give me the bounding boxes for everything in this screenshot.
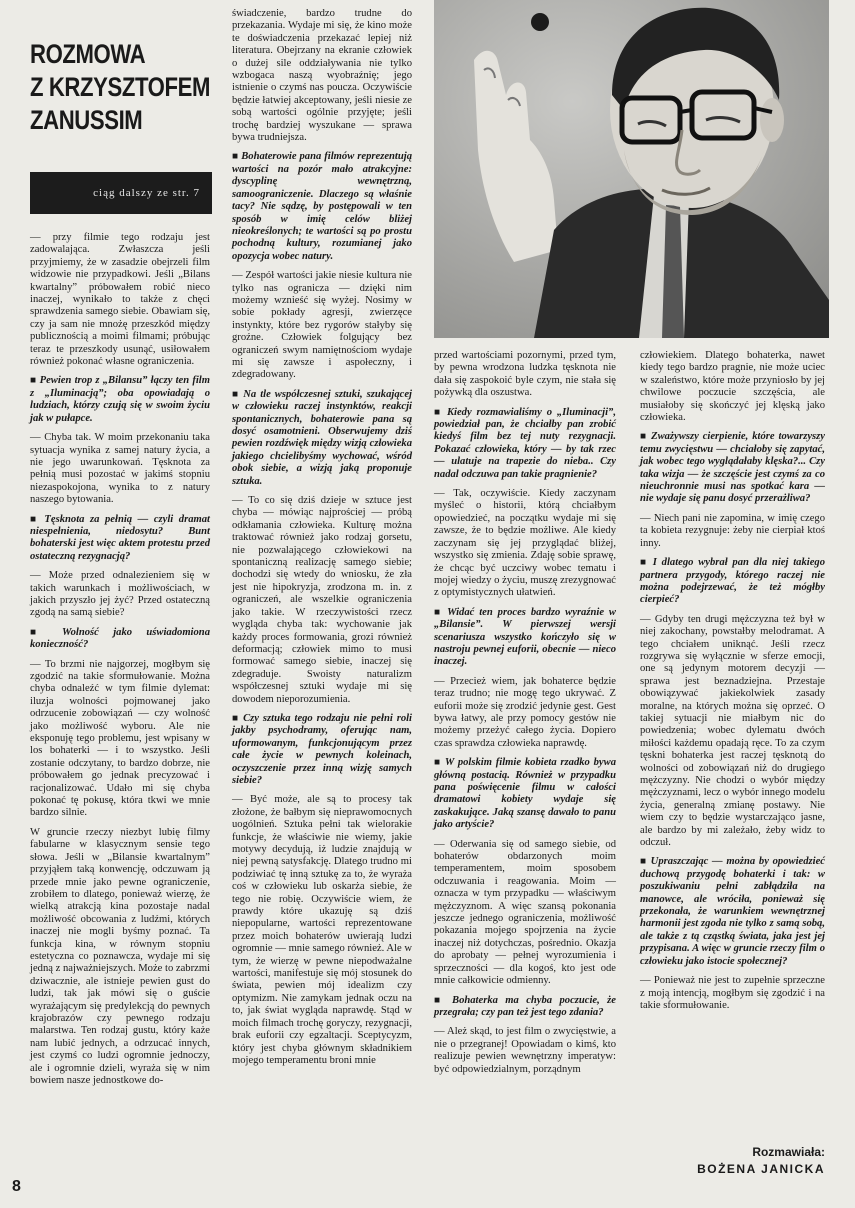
interview-question: ■ I dlatego wybrał pan dla niej takiego partnera przygody, którego raczej nie można podejrzewać, że też mógłby cierpieć? bbox=[640, 557, 825, 607]
page-number: 8 bbox=[12, 1178, 21, 1195]
interview-answer: — Chyba tak. W moim przekonaniu taka sytuacja wynika z samej natury życia, a nie jego uwarunkowań. Tęsknota za pełnią musi pozostać w jakimś stopniu niezaspokojona, wynika to z natury naszego bytowania. bbox=[30, 432, 210, 506]
interview-question: ■ Kiedy rozmawialiśmy o „Iluminacji”, powiedział pan, że chciałby pan zrobić kiedyś film bez tej nuty rezygnacji. Pokazać człowieka, który — by tak rzec — ulatuje na trapezie do nieba.. Czy nadal odczuwa pan takie pragnienie? bbox=[434, 407, 616, 481]
interview-answer: — Może przed odnalezieniem się w takich warunkach i możliwościach, w jakich przyszło jej żyć? Przed ostateczną zgodą na samą siebie? bbox=[30, 570, 210, 619]
author-credit bbox=[640, 1144, 825, 1178]
continued-banner bbox=[30, 172, 212, 214]
credit-label: Rozmawiała: bbox=[752, 1145, 825, 1159]
title-line: ROZMOWA bbox=[30, 39, 146, 69]
interview-question: ■ Bohaterka ma chyba poczucie, że przegrała; czy pan też jest tego zdania? bbox=[434, 995, 616, 1020]
interview-answer: — Zespół wartości jakie niesie kultura nie tylko nas ogranicza — dzięki nim możemy wznieść się wyżej. Nosimy w sobie pokłady agresji, zwierzęce instynkty, które bez rygorów stałyby się groźne. Człowiek folgujący bez ograniczeń swym namiętnościom wydaje mi się zawsze i aspołeczny, i zdegradowany. bbox=[232, 270, 412, 381]
portrait-photo bbox=[434, 0, 829, 338]
interview-answer: człowiekiem. Dlatego bohaterka, nawet kiedy tego bardzo pragnie, nie może uciec w szaleństwo, które może przyniosło by jej chwilowe poczucie szczęścia, ale musiałoby się skończyć jej klęską jako człowieka. bbox=[640, 350, 825, 424]
interview-question: ■ Bohaterowie pana filmów reprezentują wartości na pozór mało atrakcyjne: dyscyplinę wewnętrzną, samoograniczenie. Dlaczego są właśnie tacy? Nie sądzę, by postępowali w ten sposób w imię celów bliżej nieokreślonych; te wartości są po prostu pochodną kultury, rozumianej jako opozycja wobec natury. bbox=[232, 151, 412, 263]
title-line: Z KRZYSZTOFEM bbox=[30, 72, 210, 102]
interview-answer: przed wartościami pozornymi, przed tym, by pewna wrodzona ludzka tęsknota nie dała się zaspokoić byle czym, nie stała się pożywką dla oszustwa. bbox=[434, 350, 616, 399]
interview-answer: świadczenie, bardzo trudne do przekazania. Wydaje mi się, że kino może te doświadczenia przekazać lepiej niż literatura. Obejrzany na ekranie człowiek o dużej sile oddziaływania nie tylko wzbogaca naszą wyobraźnię; jego istnienie o czymś nas poucza. Oczywiście będzie łatwiej akceptowany, jeśli niesie ze sobą wartości ogólnie przyjęte; jeśli trochę bardziej wyszukane — sprawa bywa trudniejsza. bbox=[232, 8, 412, 144]
interview-answer: — Być może, ale są to procesy tak złożone, że bałbym się nieprawomocnych uogólnień. Sztuka pełni tak wielorakie funkcje, że właściwie nie wiemy, jakie motywy decydują, iż ludzie znajdują w niej pewną satysfakcję. Dlatego trudno mi podziwiać tę inną sztukę za to, że wyraża coś w człowieku lub oskarża siebie, że tego nie robię. Oczywiście wiem, że prawdy które ukazuję są dziś niepopularne, wartości reprezentowane przez moich bohaterów uwierają ludzi ogromnie — mnie samego również. Ale w tym, że wierzę w pewne niepodważalne wartości, manifestuje się mój stosunek do świata, pewien mój idealizm czy optymizm. Nie zamykam jednak oczu na to, jak świat wygląda naprawdę. Stąd w moich filmach trochę goryczy, rezygnacji, brak euforii czy egzaltacji. Sceptycyzm, który jest chyba głównym składnikiem mojego temperamentu broni mnie bbox=[232, 794, 412, 1066]
interview-question: ■ W polskim filmie kobieta rzadko bywa główną postacią. Również w przypadku pana poświęcenie filmu w całości dramatowi kobiety wydaje się zaskakujące. Jaką szansę dawało to panu jako artyście? bbox=[434, 757, 616, 831]
portrait-illustration bbox=[434, 0, 829, 338]
interview-answer: — przy filmie tego rodzaju jest zadowalająca. Zwłaszcza jeśli przyjmiemy, że w zasadzie obejrzeli film widzowie nie przypadkowi. Jeśli „Bilans kwartalny” próbowałem robić nieco inaczej, wynikało to także z chęci sprawdzenia samego siebie. Obawiam się, czy ja sam nie mnożę przeszkód między publicznością a moimi filmami; próbując teraz te przeszkody usunąć, usiłowałem również pokonać własne ograniczenia. bbox=[30, 232, 210, 368]
interview-question: ■ Zważywszy cierpienie, które towarzyszy temu zwycięstwu — chciałoby się zapytać, jak wobec tego wyglądałaby klęska?... Czy taka wizja — że szczęście jest czymś za co nieuchronnie musi nas spotkać kara — nie wydaje się panu dosyć przerażliwa? bbox=[640, 431, 825, 505]
interview-answer: — To brzmi nie najgorzej, mogłbym się zgodzić na takie sformułowanie. Można chyba odnaleźć w tym filmie dylemat: iluzja wolności pojmowanej jako odrzucenie zobowiązań — czy wolność jako możliwość wyboru. Ale nie eksponuję tego problemu, jest wpisany w los bohaterki — i to wszystko. Jeśli zostanie odczytany, to bardzo dobrze, nie próbowałem go jednak precyzować i racjonalizować. Udało mi się chyba pokonać tę pokusę, która tkwi we mnie bardzo silnie. bbox=[30, 658, 210, 819]
text-column-4 bbox=[640, 350, 825, 1019]
interview-answer: — Ponieważ nie jest to zupełnie sprzeczne z moją intencją, mogłbym się zgodzić i na takie sformułowanie. bbox=[640, 975, 825, 1011]
interview-answer: — Gdyby ten drugi mężczyzna też był w niej zakochany, powstałby melodramat. A tego chciałem uniknąć. Jeśli rzecz rozgrywa się wyłącznie w sferze emocji, one są jedynym motorem decyzji — sprawa jest beznadziejna. Przestaje obowiązywać jakiekolwiek zasady moralne, na których można się oprzeć. O takiej sytuacji nie miałbym nic do powiedzenia; wobec dylematu dwóch miłości każdemu opadają ręce. To za czym tęskni bohaterka jest raczej tęsknotą do wolności od zobowiązań niż do drugiego mężczyzny. Nie chodzi o wybór między mężczyznami, lecz o wybór innego modelu życia, generalną zmianę postawy. Nie wiem czy to będzie wystarczająco jasne, ale bardzo by mi zależało, żeby widz to odczuł. bbox=[640, 613, 825, 849]
interview-answer: — Przecież wiem, jak bohaterce będzie teraz trudno; nie mogę tego ukrywać. Z euforii może się zrodzić jedynie gest. Gest bywa łatwy, ale przy pomocy gestów nie możemy przeżyć całego życia. Dopiero czas sprawdza człowieka naprawdę. bbox=[434, 675, 616, 749]
interview-question: ■ Upraszczając — można by opowiedzieć duchową przygodę bohaterki i tak: w poszukiwaniu pełni zabłądziła na manowce, ale wróciła, ponieważ się przekonała, że warunkiem wewnętrznej harmonii jest zgoda nie tylko z samą sobą, ale także z tą cząstką świata, jaka jest jej przypisana. A więc w gruncie rzeczy film o człowieku jako istocie społecznej? bbox=[640, 856, 825, 968]
interview-answer: W gruncie rzeczy niezbyt lubię filmy fabularne w klasycznym sensie tego słowa. Jeśli w „Bilansie kwartalnym” przyjąłem taką konwencję, odczuwam ją przede mnie jako pewne ograniczenie, zrobiłem to dlatego, ponieważ wierzę, że wielką atrakcją kina pozostaje nadal możliwość obcowania z ludźmi, których inaczej nie mogli byśmy poznać. Ta funkcja kina, w równym stopniu estetyczna co poznawcza, wydaje mi się jedną z najważniejszych. Może to zabrzmi dziwacznie, ale istnieje pewien gust do ludzi, tak jak mówi się o guście wyrażającym się predylekcją do pewnych krajobrazów czy pewnego rodzaju malarstwa. Ten rodzaj gustu, który każe nam lubić jednych, a odrzucać innych, jest czymś co ludzi ogromnie jednoczy, ale i ogromnie dzieli, wyraża się w nim bowiem nasze jednostkowe do- bbox=[30, 826, 211, 1086]
interview-question: ■ Widać ten proces bardzo wyraźnie w „Bilansie”. W pierwszej wersji scenariusza wszystko kończyło się w nastroju pewnej euforii, obecnie — nieco inaczej. bbox=[434, 607, 616, 669]
interview-question: ■ Pewien trop z „Bilansu” łączy ten film z „Iluminacją”; oba opowiadają o ludziach, którzy czują się w swoim życiu jak w pułapce. bbox=[30, 375, 210, 425]
text-column-2 bbox=[232, 8, 412, 1074]
interview-answer: — To co się dziś dzieje w sztuce jest chyba — mówiąc najprościej — próbą odkłamania człowieka. Kulturę można traktować również jako rodzaj gorsetu, nie pozwalającego człowiekowi na spontaniczną realizację samego siebie; dochodzi się wtedy do wniosku, że zła jest nie hipokryzja, zrodzona m. in. z ograniczeń, ale wszelkie ograniczenia jako takie. W rzeczywistości rzecz wygląda chyba tak: wychowanie jak każdy proces formowania, grozi również deformacją; człowiek mimo to musi formować samego siebie, inaczej się zdegraduje. Swoisty naturalizm współczesnej sztuki wydaje mi się dowodem nieporozumienia. bbox=[232, 495, 412, 705]
interview-answer: — Tak, oczywiście. Kiedy zaczynam myśleć o historii, którą chciałbym opowiedzieć, na początku wydaje mi się zawsze, że to będzie możliwe. Ale kiedy zaczynam się jej przyglądać bliżej, wszystko się zmienia. Zdaję sobie sprawę, że chcąc być uczciwy wobec tematu i mojej wiedzy o życiu, muszę zrezygnować z optymistycznych ułatwień. bbox=[434, 488, 616, 599]
interview-question: ■ Tęsknota za pełnią — czyli dramat niespełnienia, niedosytu? Bunt bohaterski jest więc aktem protestu przed ostateczną rezygnacją? bbox=[30, 514, 210, 564]
continued-text: ciąg dalszy ze str. 7 bbox=[93, 187, 200, 199]
interview-question: ■ Czy sztuka tego rodzaju nie pełni roli jakby psychodramy, oferując nam, uformowanym, funkcjonującym przez całe życie w pewnych koleinach, oczyszczenie przez inną wizję samych siebie? bbox=[232, 713, 412, 787]
credit-name: BOŻENA JANICKA bbox=[697, 1162, 825, 1176]
text-column-1 bbox=[30, 232, 210, 1094]
article-title bbox=[30, 38, 210, 137]
text-column-3 bbox=[434, 350, 616, 1083]
interview-answer: — Oderwania się od samego siebie, od bohaterów obdarzonych moim temperamentem, moim sposobem odczuwania i reagowania. Moim — oznacza w tym przypadku — właściwym mężczyznom. A więc szansą pokonania jeszcze jednego ograniczenia, możliwość pokazania mojego spojrzenia na życie inaczej niż dotychczas, pośrednio. Okazja do aprobaty — pełnej wyrozumienia i sprzeczności — dla kogoś, kto jest ode mnie całkowicie odmienny. bbox=[434, 838, 616, 987]
interview-question: ■ Na tle współczesnej sztuki, szukającej w człowieku raczej instynktów, reakcji spontanicznych, bohaterowie pana są dosyć osamotnieni. Obserwujemy dziś pewien rozdźwięk między wizją człowieka jakiego chcielibyśmy wychować, wśród obok siebie, a wizją jaką proponuje sztuka. bbox=[232, 389, 412, 488]
interview-answer: — Ależ skąd, to jest film o zwycięstwie, a nie o przegranej! Opowiadam o kimś, kto realizuje pewien wewnętrzny imperatyw: być odpowiedzialnym, porządnym bbox=[434, 1026, 616, 1075]
interview-answer: — Niech pani nie zapomina, w imię czego ta kobieta rezygnuje: żeby nie cierpiał ktoś inny. bbox=[640, 512, 825, 549]
title-line: ZANUSSIM bbox=[30, 105, 143, 135]
interview-question: ■ Wolność jako uświadomiona konieczność? bbox=[30, 627, 210, 652]
